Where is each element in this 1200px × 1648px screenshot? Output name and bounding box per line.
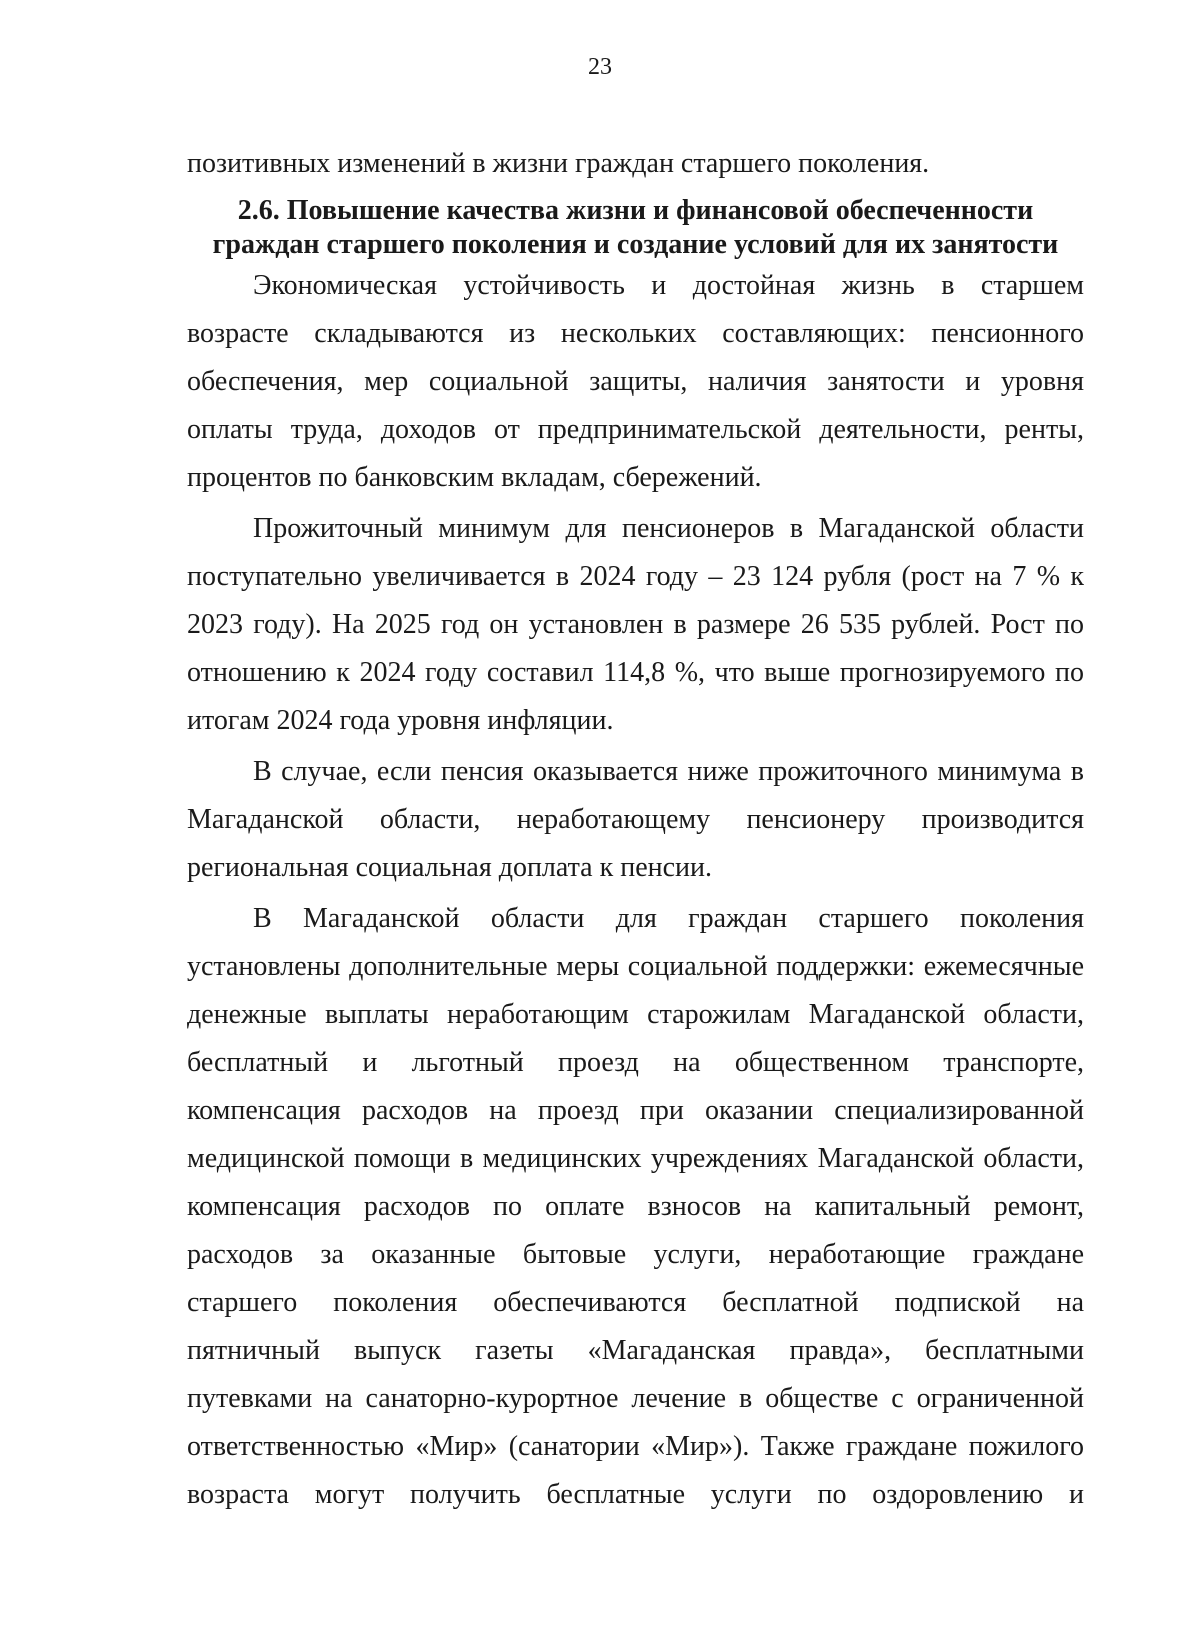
text-line: возрасте складываются из нескольких составляющих: пенсионного [187,318,1084,349]
intro-line: позитивных изменений в жизни граждан старшего поколения. [187,148,930,179]
text-line: денежные выплаты неработающим старожилам Магаданской области, [187,999,1084,1030]
text-line: оплаты труда, доходов от предпринимательской деятельности, ренты, [187,414,1084,445]
text-line: поступательно увеличивается в 2024 году – 23 124 рубля (рост на 7 % к [187,561,1084,592]
intro-paragraph [187,140,1084,188]
text-line: региональная социальная доплата к пенсии. [187,852,712,883]
text-line: В Магаданской области для граждан старшего поколения [253,903,1084,934]
text-line: установлены дополнительные меры социальной поддержки: ежемесячные [187,951,1084,982]
text-line: расходов за оказанные бытовые услуги, неработающие граждане [187,1239,1084,1270]
text-line: 2023 году). На 2025 год он установлен в размере 26 535 рублей. Рост по [187,609,1084,640]
text-line: процентов по банковским вкладам, сбережений. [187,462,762,493]
text-line: компенсация расходов по оплате взносов на капитальный ремонт, [187,1191,1084,1222]
text-line: ответственностью «Мир» (санатории «Мир»). Также граждане пожилого [187,1431,1084,1462]
text-line: медицинской помощи в медицинских учреждениях Магаданской области, [187,1143,1084,1174]
page-number: 23 [588,54,612,80]
text-line: возраста могут получить бесплатные услуги по оздоровлению и [187,1479,1084,1510]
text-line: обеспечения, мер социальной защиты, наличия занятости и уровня [187,366,1084,397]
text-line: Магаданской области, неработающему пенсионеру производится [187,804,1084,835]
paragraph-economic-stability [187,262,1084,502]
text-line: Экономическая устойчивость и достойная жизнь в старшем [253,270,1084,301]
paragraph-subsistence-minimum [187,505,1084,745]
section-heading [187,194,1084,262]
heading-line: 2.6. Повышение качества жизни и финансовой обеспеченности [237,195,1034,226]
text-line: В случае, если пенсия оказывается ниже прожиточного минимума в [253,756,1084,787]
text-line: пятничный выпуск газеты «Магаданская правда», бесплатными [187,1335,1084,1366]
text-line: Прожиточный минимум для пенсионеров в Магаданской области [253,513,1084,544]
text-line: путевками на санаторно-курортное лечение в обществе с ограниченной [187,1383,1084,1414]
text-line: старшего поколения обеспечиваются бесплатной подпиской на [187,1287,1084,1318]
text-line: бесплатный и льготный проезд на общественном транспорте, [187,1047,1084,1078]
document-body [187,140,1084,1522]
text-line: итогам 2024 года уровня инфляции. [187,705,614,736]
paragraph-social-supplement [187,748,1084,892]
paragraph-support-measures [187,895,1084,1519]
text-line: компенсация расходов на проезд при оказании специализированной [187,1095,1084,1126]
text-line: отношению к 2024 году составил 114,8 %, что выше прогнозируемого по [187,657,1084,688]
heading-line: граждан старшего поколения и создание условий для их занятости [212,229,1059,260]
